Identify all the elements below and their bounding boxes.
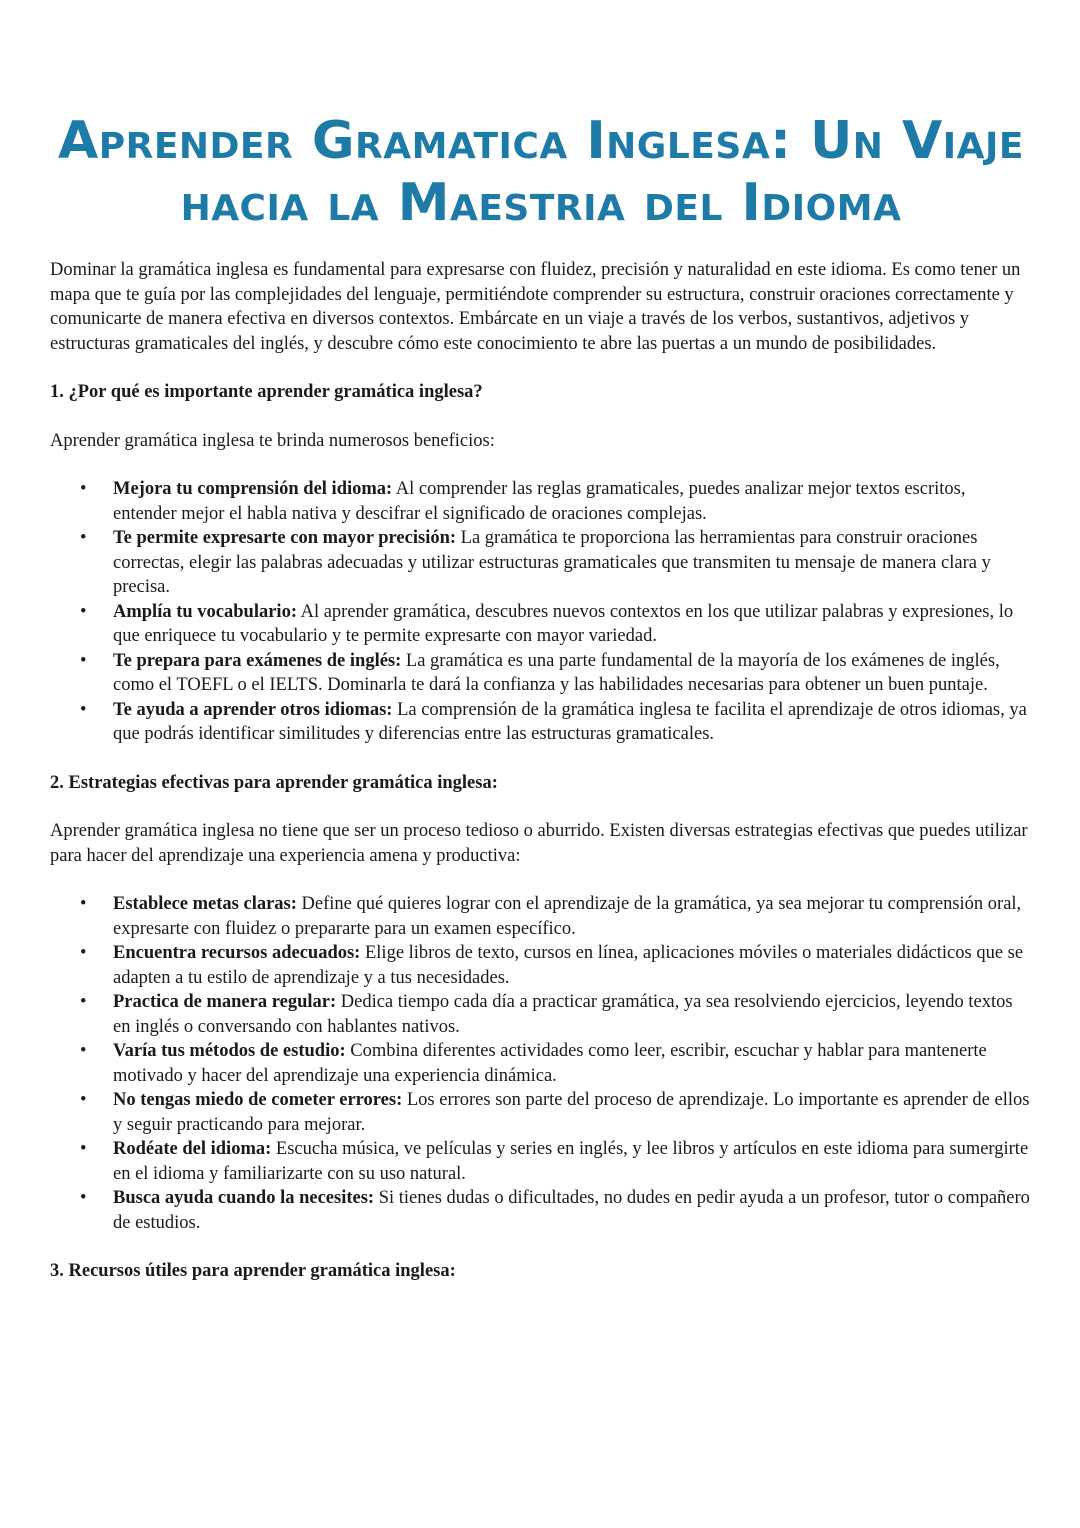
list-item xyxy=(80,1186,1032,1235)
list-item-term: Te prepara para exámenes de inglés: xyxy=(113,650,402,671)
bullet-icon: • xyxy=(80,601,87,622)
page-title xyxy=(50,110,1032,234)
list-item-term: Amplía tu vocabulario: xyxy=(113,601,297,622)
list-item-term: Rodéate del idioma: xyxy=(113,1139,272,1159)
list-item-text: Elige libros de texto, cursos en línea, aplicaciones móviles o materiales didácticos que se adapten a tu estilo de aprendizaje y a tus necesidades. xyxy=(113,943,1024,988)
list-item xyxy=(80,941,1032,990)
list-item xyxy=(80,990,1032,1039)
list-item-term: Busca ayuda cuando la necesites: xyxy=(113,1188,375,1208)
list-item-term: Practica de manera regular: xyxy=(113,992,337,1012)
document-page xyxy=(50,110,1032,1284)
list-item xyxy=(80,1137,1032,1186)
list-item-text: La gramática es una parte fundamental de la mayoría de los exámenes de inglés, como el TOEFL o el IELTS. Dominarla te dará la confianza y las habilidades necesarias para obtener un buen puntaje. xyxy=(113,650,1000,695)
bullet-icon: • xyxy=(80,992,87,1012)
list-item-term: No tengas miedo de cometer errores: xyxy=(113,1090,403,1110)
bullet-icon: • xyxy=(80,699,87,720)
list-item-text: Dedica tiempo cada día a practicar gramática, ya sea resolviendo ejercicios, leyendo textos en inglés o conversando con hablantes nativos. xyxy=(113,992,1013,1037)
list-item-term: Te ayuda a aprender otros idiomas: xyxy=(113,699,393,720)
section-heading-2: 2. Estrategias efectivas para aprender gramática inglesa: xyxy=(50,772,498,793)
bullet-icon: • xyxy=(80,479,87,499)
section-1-bullet-list xyxy=(50,477,1032,747)
list-item xyxy=(80,600,1032,649)
list-item xyxy=(80,698,1032,747)
list-item-term: Mejora tu comprensión del idioma: xyxy=(113,479,393,499)
list-item-text: Al aprender gramática, descubres nuevos contextos en los que utilizar palabras y expresiones, lo que enriquece tu vocabulario y te permite expresarte con mayor variedad. xyxy=(113,601,1014,646)
title-line-2: hacia la Maestria del Idioma xyxy=(180,173,902,233)
list-item-text: Los errores son parte del proceso de aprendizaje. Lo importante es aprender de ellos y seguir practicando para mejorar. xyxy=(113,1090,1030,1135)
list-item xyxy=(80,477,1032,526)
list-item xyxy=(80,649,1032,698)
title-line-1: Aprender Gramatica Inglesa: Un Viaje xyxy=(57,111,1025,171)
list-item-text: Si tienes dudas o dificultades, no dudes en pedir ayuda a un profesor, tutor o compañero de estudios. xyxy=(113,1188,1030,1233)
list-item xyxy=(80,1088,1032,1137)
list-item xyxy=(80,892,1032,941)
list-item-term: Establece metas claras: xyxy=(113,894,297,914)
list-item-text: La gramática te proporciona las herramientas para construir oraciones correctas, elegir las palabras adecuadas y utilizar estructuras gramaticales que transmiten tu mensaje de manera clara y precisa. xyxy=(113,528,991,597)
list-item-text: La comprensión de la gramática inglesa te facilita el aprendizaje de otros idiomas, ya que podrás identificar similitudes y diferencias entre las estructuras gramaticales. xyxy=(113,699,1027,744)
section-heading-1: 1. ¿Por qué es importante aprender gramática inglesa? xyxy=(50,382,483,402)
bullet-icon: • xyxy=(80,528,87,548)
list-item-term: Encuentra recursos adecuados: xyxy=(113,943,361,963)
bullet-icon: • xyxy=(80,1041,87,1061)
list-item-term: Te permite expresarte con mayor precisión: xyxy=(113,528,457,548)
list-item-text: Al comprender las reglas gramaticales, puedes analizar mejor textos escritos, entender mejor el habla nativa y descifrar el significado de oraciones complejas. xyxy=(113,479,966,524)
section-2-bullet-list xyxy=(50,892,1032,1235)
bullet-icon: • xyxy=(80,1090,87,1110)
bullet-icon: • xyxy=(80,943,87,963)
bullet-icon: • xyxy=(80,1188,87,1208)
bullet-icon: • xyxy=(80,894,87,914)
section-heading-3: 3. Recursos útiles para aprender gramática inglesa: xyxy=(50,1261,456,1281)
bullet-icon: • xyxy=(80,650,87,671)
list-item-text: Combina diferentes actividades como leer, escribir, escuchar y hablar para mantenerte motivado y hacer del aprendizaje una experiencia dinámica. xyxy=(113,1041,987,1086)
list-item-term: Varía tus métodos de estudio: xyxy=(113,1041,346,1061)
list-item xyxy=(80,1039,1032,1088)
section-1-lead: Aprender gramática inglesa te brinda numerosos beneficios: xyxy=(50,430,495,451)
list-item xyxy=(80,526,1032,600)
section-2-lead: Aprender gramática inglesa no tiene que ser un proceso tedioso o aburrido. Existen diversas estrategias efectivas que puedes utilizar para hacer del aprendizaje una experiencia amena y productiva: xyxy=(50,821,1028,866)
bullet-icon: • xyxy=(80,1139,87,1159)
list-item-text: Define qué quieres lograr con el aprendizaje de la gramática, ya sea mejorar tu comprensión oral, expresarte con fluidez o prepararte para un examen específico. xyxy=(113,894,1022,939)
intro-paragraph: Dominar la gramática inglesa es fundamental para expresarse con fluidez, precisión y naturalidad en este idioma. Es como tener un mapa que te guía por las complejidades del lenguaje, permitiéndote comprender su estructura, construir oraciones correctamente y comunicarte de manera efectiva en diversos contextos. Embárcate en un viaje a través de los verbos, sustantivos, adjetivos y estructuras gramaticales del inglés, y descubre cómo este conocimiento te abre las puertas a un mundo de posibilidades. xyxy=(50,260,1021,354)
list-item-text: Escucha música, ve películas y series en inglés, y lee libros y artículos en este idioma para sumergirte en el idioma y familiarizarte con su uso natural. xyxy=(113,1139,1029,1184)
